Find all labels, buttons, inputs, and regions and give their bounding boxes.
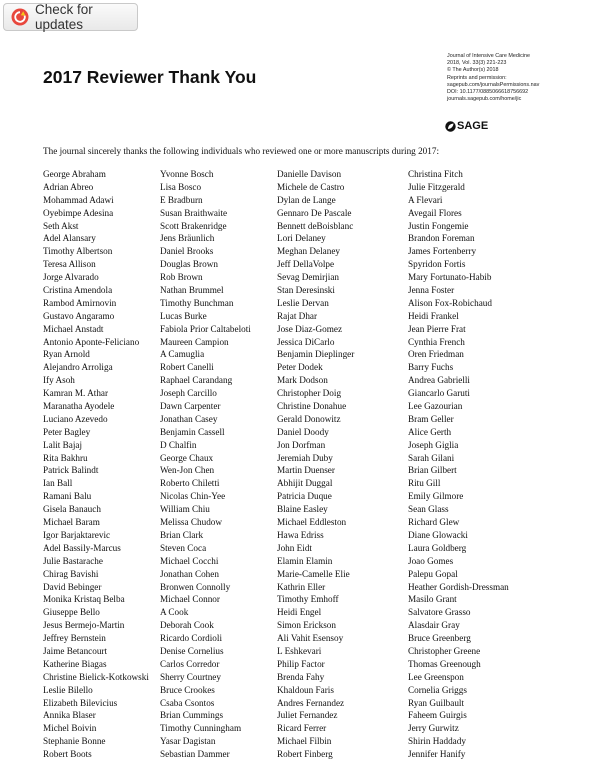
reviewer-name: Timothy Albertson xyxy=(43,246,113,257)
journal-meta-line[interactable]: journals.sagepub.com/home/jic xyxy=(447,96,522,103)
reviewer-name: Ian Ball xyxy=(43,478,73,489)
reviewer-name: Csaba Csontos xyxy=(160,697,215,708)
reviewer-name: Timothy Emhoff xyxy=(277,594,339,605)
reviewer-name: Benjamin Cassell xyxy=(160,426,225,437)
reviewer-name: Daniel Brooks xyxy=(160,246,214,257)
reviewer-name: Ricardo Cordioli xyxy=(160,633,223,644)
reviewer-name: Elizabeth Bilevicius xyxy=(43,697,118,708)
reviewer-name: Jessica DiCarlo xyxy=(277,336,335,347)
reviewer-name: George Abraham xyxy=(43,169,106,179)
reviewer-name: Brandon Foreman xyxy=(408,233,475,244)
reviewer-name: Jorge Alvarado xyxy=(43,272,99,283)
reviewer-name: Seth Akst xyxy=(43,220,79,231)
journal-meta-line: Reprints and permission: xyxy=(447,74,507,81)
journal-meta-line: © The Author(s) 2018 xyxy=(447,67,499,74)
reviewer-name: James Fortenberry xyxy=(408,246,477,257)
reviewer-name: Yasar Dagistan xyxy=(160,736,216,747)
reviewer-name: Brian Gilbert xyxy=(408,465,457,476)
reviewer-name: Gennaro De Pascale xyxy=(277,207,352,218)
reviewer-name: Marie-Camelle Elie xyxy=(277,568,350,579)
reviewer-name: Susan Braithwaite xyxy=(160,207,228,218)
reviewer-name: Sherry Courtney xyxy=(160,671,221,682)
reviewer-name: Jens Bräunlich xyxy=(160,233,215,244)
reviewer-name: Salvatore Grasso xyxy=(408,607,471,618)
reviewer-name: Jesus Bermejo-Martin xyxy=(43,620,125,631)
reviewer-name: Juliet Fernandez xyxy=(277,710,338,721)
reviewer-name: Diane Glowacki xyxy=(408,529,468,540)
reviewer-name: Hawa Edriss xyxy=(277,529,324,540)
reviewer-name: Dawn Carpenter xyxy=(160,401,221,412)
reviewer-name: Khaldoun Faris xyxy=(277,684,334,695)
reviewer-name: Raphael Carandang xyxy=(160,375,233,386)
journal-meta-line: DOI: 10.1177/0885066618756692 xyxy=(447,89,529,96)
reviewer-name: Meghan Delaney xyxy=(277,246,341,257)
reviewer-name: Jonathan Casey xyxy=(160,413,218,424)
reviewer-name: Roberto Chiletti xyxy=(160,478,220,489)
reviewer-name: Andres Fernandez xyxy=(277,697,345,708)
reviewer-name: Brian Cummings xyxy=(160,710,224,721)
reviewer-name: Danielle Davison xyxy=(277,169,342,179)
reviewer-name: Julie Fitzgerald xyxy=(408,181,465,192)
reviewer-name: A Cook xyxy=(160,607,189,618)
reviewer-name: Steven Coca xyxy=(160,542,207,553)
reviewer-name: Lalit Bajaj xyxy=(43,439,83,450)
reviewer-name: Simon Erickson xyxy=(277,620,336,631)
reviewer-name: Kamran M. Athar xyxy=(43,388,109,399)
reviewer-name: Rajat Dhar xyxy=(277,310,318,321)
reviewer-name: Cynthia French xyxy=(408,336,465,347)
reviewer-name: Adel Bassily-Marcus xyxy=(43,542,121,553)
reviewer-name: Rambod Amirnovin xyxy=(43,297,117,308)
reviewer-name: Sebastian Dammer xyxy=(160,749,230,760)
reviewer-name: Ritu Gill xyxy=(408,478,441,489)
reviewer-name: A Camuglia xyxy=(160,349,205,360)
reviewer-name: Sevag Demirjian xyxy=(277,272,339,283)
reviewer-name: Gerald Donowitz xyxy=(277,413,341,424)
reviewer-name: Jonathan Cohen xyxy=(160,568,219,579)
reviewer-name: Melissa Chudow xyxy=(160,517,223,528)
reviewer-name: Michael Eddleston xyxy=(277,517,347,528)
page-title: 2017 Reviewer Thank You xyxy=(43,67,257,87)
reviewer-name: Heidi Engel xyxy=(277,607,322,618)
reviewer-name: E Bradburn xyxy=(160,194,203,205)
reviewer-name: Leslie Dervan xyxy=(277,297,329,308)
reviewer-name: Faheem Guirgis xyxy=(408,710,467,721)
reviewer-name: Palepu Gopal xyxy=(408,568,458,579)
reviewer-column-1 xyxy=(43,168,160,761)
reviewer-name: Jeremiah Duby xyxy=(277,452,333,463)
reviewer-name: D Chalfin xyxy=(160,439,197,450)
sage-leaf-icon xyxy=(445,121,456,132)
reviewer-name: Lori Delaney xyxy=(277,233,326,244)
reviewer-name: Martin Duenser xyxy=(277,465,335,476)
reviewer-name: Gustavo Angaramo xyxy=(43,310,115,321)
reviewer-name: Alejandro Arroliga xyxy=(43,362,113,373)
reviewer-name: Benjamin Dieplinger xyxy=(277,349,355,360)
reviewer-name: Emily Gilmore xyxy=(408,491,464,502)
reviewer-name: Sarah Gilani xyxy=(408,452,455,463)
reviewer-column-3 xyxy=(277,168,408,761)
reviewer-name: Brenda Fahy xyxy=(277,671,325,682)
sage-logo-text: SAGE xyxy=(457,120,489,132)
reviewer-name: Ryan Arnold xyxy=(43,349,90,360)
reviewer-name: Ricard Ferrer xyxy=(277,723,327,734)
reviewer-name: A Flevari xyxy=(408,194,443,205)
reviewer-name: Christopher Greene xyxy=(408,645,481,656)
reviewer-name: Lisa Bosco xyxy=(160,181,202,192)
reviewer-name: Robert Finberg xyxy=(277,749,333,760)
reviewer-name: Yvonne Bosch xyxy=(160,169,214,179)
reviewer-name: Scott Brakenridge xyxy=(160,220,227,231)
reviewer-name: Rob Brown xyxy=(160,272,203,283)
reviewer-name: Cornelia Griggs xyxy=(408,684,467,695)
reviewer-name: Julie Bastarache xyxy=(43,555,103,566)
reviewer-list xyxy=(43,168,543,761)
reviewer-name: Elamin Elamin xyxy=(277,555,333,566)
reviewer-name: Teresa Allison xyxy=(43,259,96,270)
reviewer-name: Nicolas Chin-Yee xyxy=(160,491,226,502)
reviewer-name: Michael Filbin xyxy=(277,736,332,747)
reviewer-name: Fabiola Prior Caltabeloti xyxy=(160,323,251,334)
reviewer-name: Jeffrey Bernstein xyxy=(43,633,106,644)
journal-meta-line[interactable]: sagepub.com/journalsPermissions.nav xyxy=(447,81,540,88)
reviewer-name: George Chaux xyxy=(160,452,214,463)
reviewer-name: Bram Geller xyxy=(408,413,454,424)
reviewer-name: Abhijit Duggal xyxy=(277,478,333,489)
reviewer-name: Alison Fox-Robichaud xyxy=(408,297,492,308)
reviewer-name: Lucas Burke xyxy=(160,310,207,321)
reviewer-name: Richard Glew xyxy=(408,517,460,528)
reviewer-name: Lee Gazourian xyxy=(408,401,463,412)
reviewer-name: Rita Bakhru xyxy=(43,452,88,463)
reviewer-name: Patricia Duque xyxy=(277,491,332,502)
reviewer-name: Giuseppe Bello xyxy=(43,607,100,618)
reviewer-name: Mark Dodson xyxy=(277,375,328,386)
reviewer-name: Joseph Giglia xyxy=(408,439,459,450)
reviewer-name: Luciano Azevedo xyxy=(43,413,108,424)
reviewer-name: Alice Gerth xyxy=(408,426,452,437)
reviewer-name: Peter Dodek xyxy=(277,362,323,373)
reviewer-name: Mohammad Adawi xyxy=(43,194,114,205)
reviewer-name: Spyridon Fortis xyxy=(408,259,466,270)
reviewer-name: Andrea Gabrielli xyxy=(408,375,470,386)
journal-meta-line: Journal of Intensive Care Medicine xyxy=(447,53,530,59)
reviewer-name: Christine Bielick-Kotkowski xyxy=(43,671,149,682)
reviewer-name: Annika Blaser xyxy=(43,710,96,721)
reviewer-name: Timothy Bunchman xyxy=(160,297,234,308)
reviewer-name: Patrick Balindt xyxy=(43,465,99,476)
reviewer-name: Laura Goldberg xyxy=(408,542,467,553)
reviewer-name: Heather Gordish-Dressman xyxy=(408,581,509,592)
reviewer-name: Antonio Aponte-Feliciano xyxy=(43,336,140,347)
reviewer-name: Bronwen Connolly xyxy=(160,581,231,592)
reviewer-name: Michel Boivin xyxy=(43,723,97,734)
reviewer-name: Jaime Betancourt xyxy=(43,645,108,656)
reviewer-name: Christine Donahue xyxy=(277,401,347,412)
reviewer-name: Sean Glass xyxy=(408,504,449,515)
journal-meta xyxy=(447,53,597,103)
reviewer-name: Ify Asoh xyxy=(43,375,75,386)
reviewer-name: Adel Alansary xyxy=(43,233,96,244)
sage-logo xyxy=(445,120,488,132)
reviewer-name: Brian Clark xyxy=(160,529,204,540)
reviewer-column-4 xyxy=(408,168,543,761)
reviewer-name: Blaine Easley xyxy=(277,504,328,515)
reviewer-name: Jeff DellaVolpe xyxy=(277,259,335,270)
reviewer-name: Oyebimpe Adesina xyxy=(43,207,114,218)
reviewer-name: Christopher Doig xyxy=(277,388,342,399)
check-for-updates-badge[interactable] xyxy=(3,3,138,31)
reviewer-name: Oren Friedman xyxy=(408,349,464,360)
reviewer-name: Nathan Brummel xyxy=(160,285,224,296)
reviewer-name: Bruce Crookes xyxy=(160,684,215,695)
reviewer-name: Philip Factor xyxy=(277,658,325,669)
reviewer-name: Masilo Grant xyxy=(408,594,457,605)
reviewer-name: Katherine Biagas xyxy=(43,658,107,669)
reviewer-name: Adrian Abreo xyxy=(43,181,94,192)
reviewer-name: Kathrin Eller xyxy=(277,581,326,592)
reviewer-name: Bruce Greenberg xyxy=(408,633,471,644)
reviewer-name: Stephanie Bonne xyxy=(43,736,106,747)
reviewer-name: Thomas Greenough xyxy=(408,658,481,669)
reviewer-name: Michael Cocchi xyxy=(160,555,219,566)
reviewer-name: Maureen Campion xyxy=(160,336,229,347)
reviewer-name: Carlos Corredor xyxy=(160,658,220,669)
reviewer-name: Alasdair Gray xyxy=(408,620,460,631)
reviewer-name: Jose Diaz-Gomez xyxy=(277,323,343,334)
reviewer-name: Cristina Amendola xyxy=(43,285,113,296)
reviewer-name: Joseph Carcillo xyxy=(160,388,217,399)
reviewer-name: Michael Baram xyxy=(43,517,100,528)
reviewer-name: Robert Canelli xyxy=(160,362,214,373)
reviewer-name: Michael Anstadt xyxy=(43,323,104,334)
reviewer-name: Jenna Foster xyxy=(408,285,455,296)
reviewer-name: Peter Bagley xyxy=(43,426,91,437)
reviewer-name: Denise Cornelius xyxy=(160,645,224,656)
reviewer-name: Bennett deBoisblanc xyxy=(277,220,354,231)
reviewer-name: Michele de Castro xyxy=(277,181,345,192)
reviewer-name: Christina Fitch xyxy=(408,169,463,179)
reviewer-name: Wen-Jon Chen xyxy=(160,465,215,476)
reviewer-name: Robert Boots xyxy=(43,749,92,760)
reviewer-name: Heidi Frankel xyxy=(408,310,459,321)
reviewer-name: Jennifer Hanify xyxy=(408,749,466,760)
journal-meta-line: 2018, Vol. 33(3) 221-223 xyxy=(447,60,507,67)
reviewer-name: Timothy Cunningham xyxy=(160,723,242,734)
reviewer-name: Chirag Bavishi xyxy=(43,568,99,579)
reviewer-name: Ali Vahit Esensoy xyxy=(277,633,344,644)
check-for-updates-icon xyxy=(11,8,29,26)
reviewer-name: Justin Fongemie xyxy=(408,220,469,231)
reviewer-name: Stan Deresinski xyxy=(277,285,335,296)
reviewer-name: Deborah Cook xyxy=(160,620,214,631)
reviewer-name: Monika Kristaq Belba xyxy=(43,594,125,605)
reviewer-name: Michael Connor xyxy=(160,594,220,605)
reviewer-name: William Chiu xyxy=(160,504,210,515)
reviewer-name: Mary Fortunato-Habib xyxy=(408,272,492,283)
reviewer-name: John Eidt xyxy=(277,542,312,553)
reviewer-name: Jean Pierre Frat xyxy=(408,323,466,334)
reviewer-name: Igor Barjaktarevic xyxy=(43,529,111,540)
reviewer-name: Ramani Balu xyxy=(43,491,92,502)
reviewer-name: Ryan Guilbault xyxy=(408,697,465,708)
reviewer-name: Barry Fuchs xyxy=(408,362,454,373)
reviewer-column-2 xyxy=(160,168,277,761)
reviewer-name: L Eshkevari xyxy=(277,645,322,656)
reviewer-name: Giancarlo Garuti xyxy=(408,388,470,399)
reviewer-name: Lee Greenspon xyxy=(408,671,464,682)
reviewer-name: Avegail Flores xyxy=(408,207,462,218)
check-for-updates-label: Check for updates xyxy=(35,2,93,32)
reviewer-name: David Bebinger xyxy=(43,581,102,592)
intro-text: The journal sincerely thanks the following individuals who reviewed one or more manuscripts during 2017: xyxy=(43,146,439,156)
reviewer-name: Daniel Doody xyxy=(277,426,329,437)
reviewer-name: Dylan de Lange xyxy=(277,194,336,205)
reviewer-name: Jerry Gurwitz xyxy=(408,723,459,734)
reviewer-name: Gisela Banauch xyxy=(43,504,101,515)
reviewer-name: Shirin Haddady xyxy=(408,736,466,747)
reviewer-name: Jon Dorfman xyxy=(277,439,326,450)
reviewer-name: Leslie Bilello xyxy=(43,684,93,695)
reviewer-name: Douglas Brown xyxy=(160,259,218,270)
reviewer-name: Joao Gomes xyxy=(408,555,454,566)
reviewer-name: Maranatha Ayodele xyxy=(43,401,115,412)
